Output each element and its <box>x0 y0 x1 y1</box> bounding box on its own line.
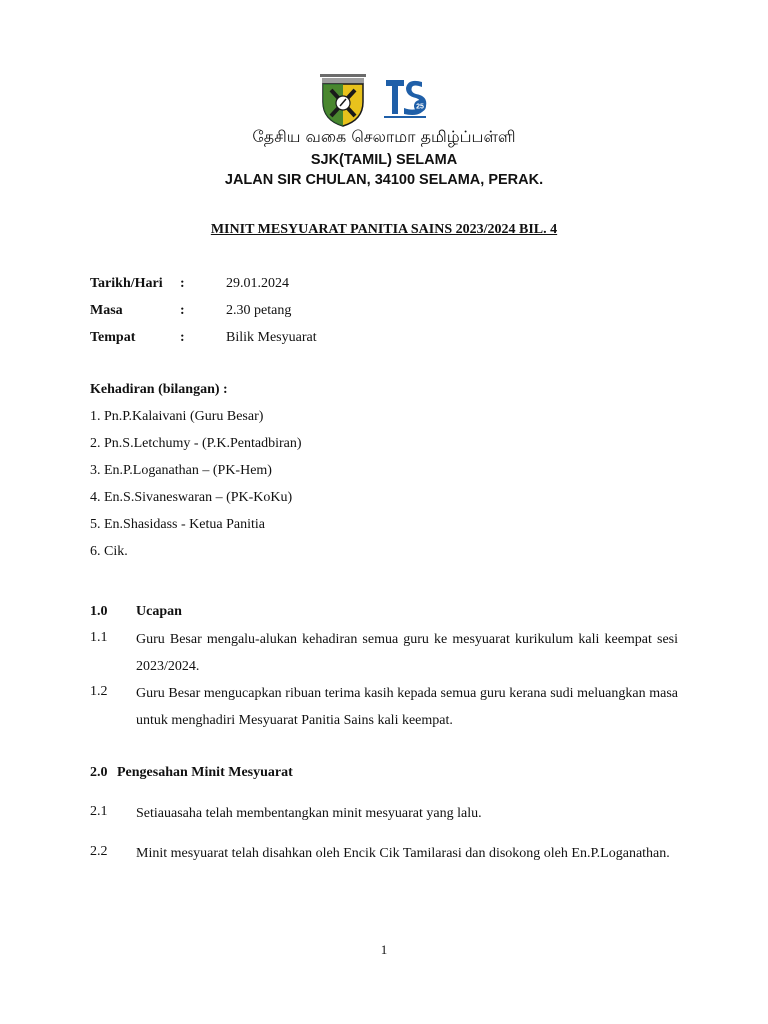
school-name: SJK(TAMIL) SELAMA <box>310 152 458 168</box>
meta-colon: : <box>180 303 185 318</box>
attendance-item: 6. Cik. <box>90 544 128 559</box>
item-number: 1.2 <box>90 684 108 699</box>
attendance-heading: Kehadiran (bilangan) : <box>90 382 228 397</box>
section-heading: Ucapan <box>136 604 182 619</box>
document-title: MINIT MESYUARAT PANITIA SAINS 2023/2024 BIL. 4 <box>210 222 558 237</box>
school-crest-logo <box>318 72 368 128</box>
attendance-item: 2. Pn.S.Letchumy - (P.K.Pentadbiran) <box>90 436 302 451</box>
meta-label: Masa <box>90 303 123 318</box>
ts25-logo-number: 25 <box>416 103 424 111</box>
meta-value: 2.30 petang <box>226 303 292 318</box>
item-text: Guru Besar mengalu-alukan kehadiran semua guru ke mesyuarat kurikulum kali keempat sesi 2023/2024. <box>136 632 678 674</box>
attendance-item: 5. En.Shasidass - Ketua Panitia <box>90 517 265 532</box>
page-number: 1 <box>380 942 388 957</box>
section-number: 2.0 <box>90 765 108 780</box>
item-number: 1.1 <box>90 630 108 645</box>
ts25-logo <box>382 74 428 120</box>
meta-colon: : <box>180 330 185 345</box>
meta-value: Bilik Mesyuarat <box>226 330 317 345</box>
item-number: 2.2 <box>90 844 108 859</box>
item-text: Guru Besar mengucapkan ribuan terima kasih kepada semua guru kerana sudi meluangkan masa untuk menghadiri Mesyuarat Panitia Sains kali keempat. <box>136 686 678 728</box>
meta-colon: : <box>180 276 185 291</box>
attendance-item: 1. Pn.P.Kalaivani (Guru Besar) <box>90 409 264 424</box>
header-logos <box>0 72 768 128</box>
meta-label: Tarikh/Hari <box>90 276 163 291</box>
item-number: 2.1 <box>90 804 108 819</box>
item-text: Setiauasaha telah membentangkan minit mesyuarat yang lalu. <box>136 806 482 821</box>
attendance-item: 3. En.P.Loganathan – (PK-Hem) <box>90 463 272 478</box>
school-name-tamil: தேசிய வகை செலாமா தமிழ்ப்பள்ளி <box>252 127 516 146</box>
item-text: Minit mesyuarat telah disahkan oleh Encik Cik Tamilarasi dan disokong oleh En.P.Loganathan. <box>136 846 670 861</box>
meta-label: Tempat <box>90 330 136 345</box>
meta-value: 29.01.2024 <box>226 276 289 291</box>
attendance-item: 4. En.S.Sivaneswaran – (PK-KoKu) <box>90 490 293 505</box>
school-address: JALAN SIR CHULAN, 34100 SELAMA, PERAK. <box>224 172 544 188</box>
section-heading: Pengesahan Minit Mesyuarat <box>117 765 293 780</box>
section-number: 1.0 <box>90 604 108 619</box>
